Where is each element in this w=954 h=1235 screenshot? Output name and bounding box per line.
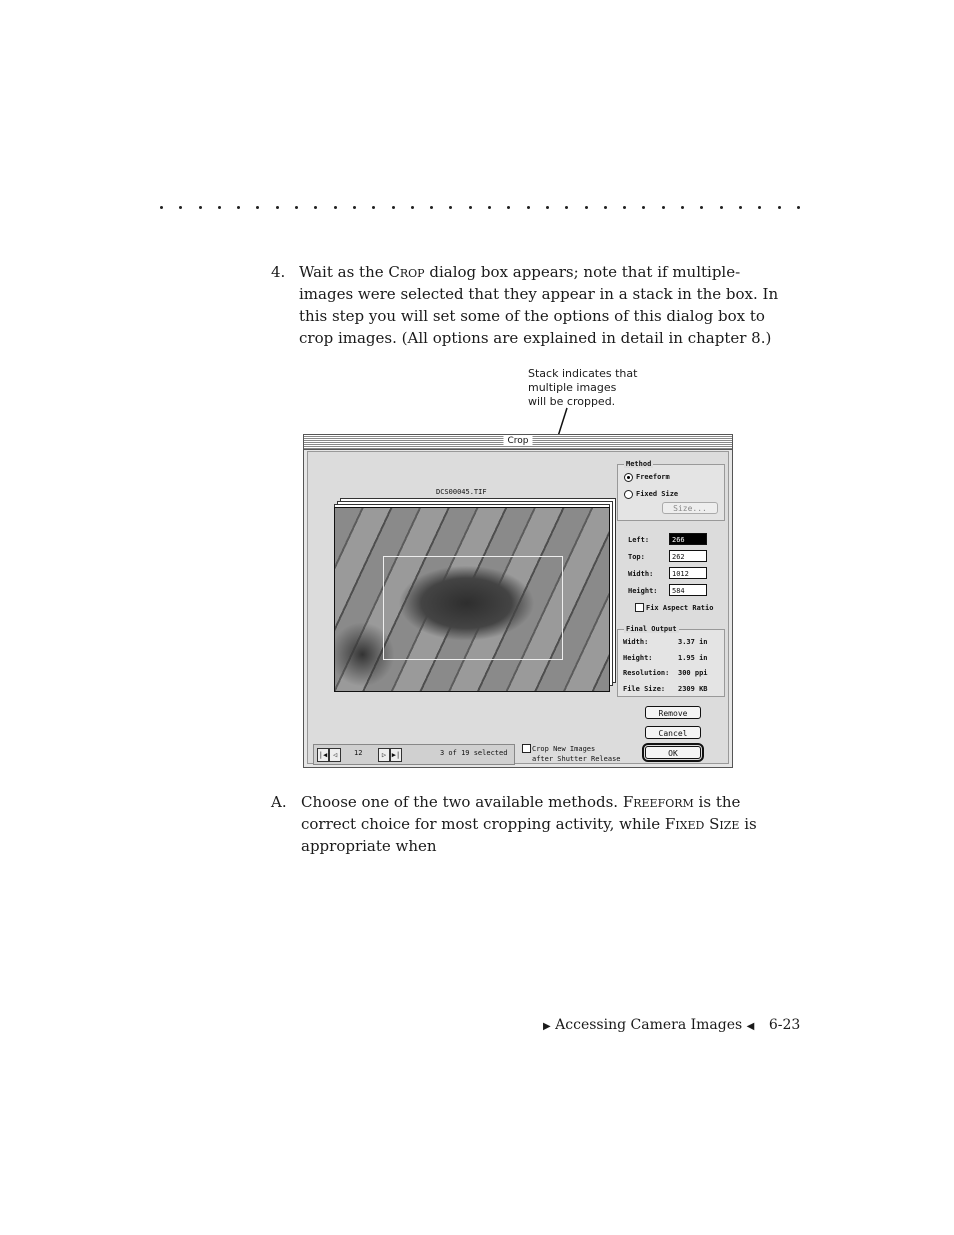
method-group <box>617 460 725 521</box>
fo-height-label: Height: <box>623 654 653 662</box>
crop-new-label-1: Crop New Images <box>532 745 596 753</box>
fixed-size-term: Fixed Size <box>664 815 740 833</box>
dotted-rule <box>160 206 800 209</box>
fo-filesize-label: File Size: <box>623 685 666 693</box>
freeform-radio[interactable] <box>624 473 633 482</box>
height-field[interactable]: 584 <box>669 584 707 596</box>
selection-count: 3 of 19 selected <box>440 749 508 757</box>
fix-aspect-label: Fix Aspect Ratio <box>646 604 714 612</box>
size-button[interactable]: Size... <box>662 502 718 514</box>
left-field[interactable]: 266 <box>669 533 707 545</box>
left-label: Left: <box>628 536 650 544</box>
right-triangle-icon: ▶ <box>543 1021 551 1032</box>
prev-image-icon[interactable]: ◁ <box>329 748 341 762</box>
step-a-text: Choose one of the two available methods. Freeform is the correct choice for most cropping activity, while Fixed Size is appropriate when <box>301 793 757 855</box>
top-field[interactable]: 262 <box>669 550 707 562</box>
first-image-icon[interactable]: |◀ <box>317 748 329 762</box>
fo-resolution-label: Resolution: <box>623 669 670 677</box>
section-title: Accessing Camera Images <box>555 1017 743 1033</box>
crop-new-checkbox[interactable] <box>522 744 531 753</box>
page-number: 6-23 <box>768 1017 801 1033</box>
fix-aspect-checkbox[interactable] <box>635 603 644 612</box>
last-image-icon[interactable]: ▶| <box>390 748 402 762</box>
top-label: Top: <box>628 553 645 561</box>
cancel-button[interactable]: Cancel <box>645 726 701 739</box>
next-image-icon[interactable]: ▷ <box>378 748 390 762</box>
fo-height-value: 1.95 in <box>678 654 708 662</box>
left-triangle-icon: ◀ <box>746 1021 755 1032</box>
fo-filesize-value: 2309 KB <box>678 685 708 693</box>
fo-width-label: Width: <box>623 638 649 646</box>
dialog-body <box>307 451 729 764</box>
stack-callout: Stack indicates that multiple images will be cropped. <box>528 367 638 408</box>
fo-resolution-value: 300 ppi <box>678 669 708 677</box>
dialog-title: Crop <box>503 436 532 446</box>
method-label: Method <box>626 460 652 468</box>
fo-width-value: 3.37 in <box>678 638 708 646</box>
title-bar[interactable] <box>304 435 732 450</box>
final-output-label: Final Output <box>626 625 677 633</box>
step-4-number: 4. <box>271 263 286 281</box>
fixed-size-label: Fixed Size <box>636 490 679 498</box>
step-4-text: Wait as the Crop dialog box appears; note that if multiple-images were selected that they appear in a stack in the box. In this step you will set some of the options of this dialog box to crop images. (All options are explained in detail in chapter 8.) <box>299 263 779 347</box>
navigation-bar <box>313 744 515 765</box>
crop-rectangle[interactable] <box>383 556 563 660</box>
ok-button[interactable]: OK <box>645 746 701 759</box>
step-a-number: A. <box>271 793 287 811</box>
image-filename: DCS00045.TIF <box>436 488 487 496</box>
width-label: Width: <box>628 570 654 578</box>
remove-button[interactable]: Remove <box>645 706 701 719</box>
page-footer <box>543 1017 800 1033</box>
crop-new-label-2: after Shutter Release <box>532 755 621 763</box>
crop-dialog <box>303 434 733 768</box>
crop-term: Crop <box>388 263 425 281</box>
image-preview[interactable] <box>334 507 610 692</box>
freeform-term: Freeform <box>622 793 694 811</box>
fixed-size-radio[interactable] <box>624 490 633 499</box>
width-field[interactable]: 1012 <box>669 567 707 579</box>
freeform-label: Freeform <box>636 473 670 481</box>
frame-number: 12 <box>354 749 363 757</box>
final-output-group <box>617 625 725 697</box>
height-label: Height: <box>628 587 658 595</box>
